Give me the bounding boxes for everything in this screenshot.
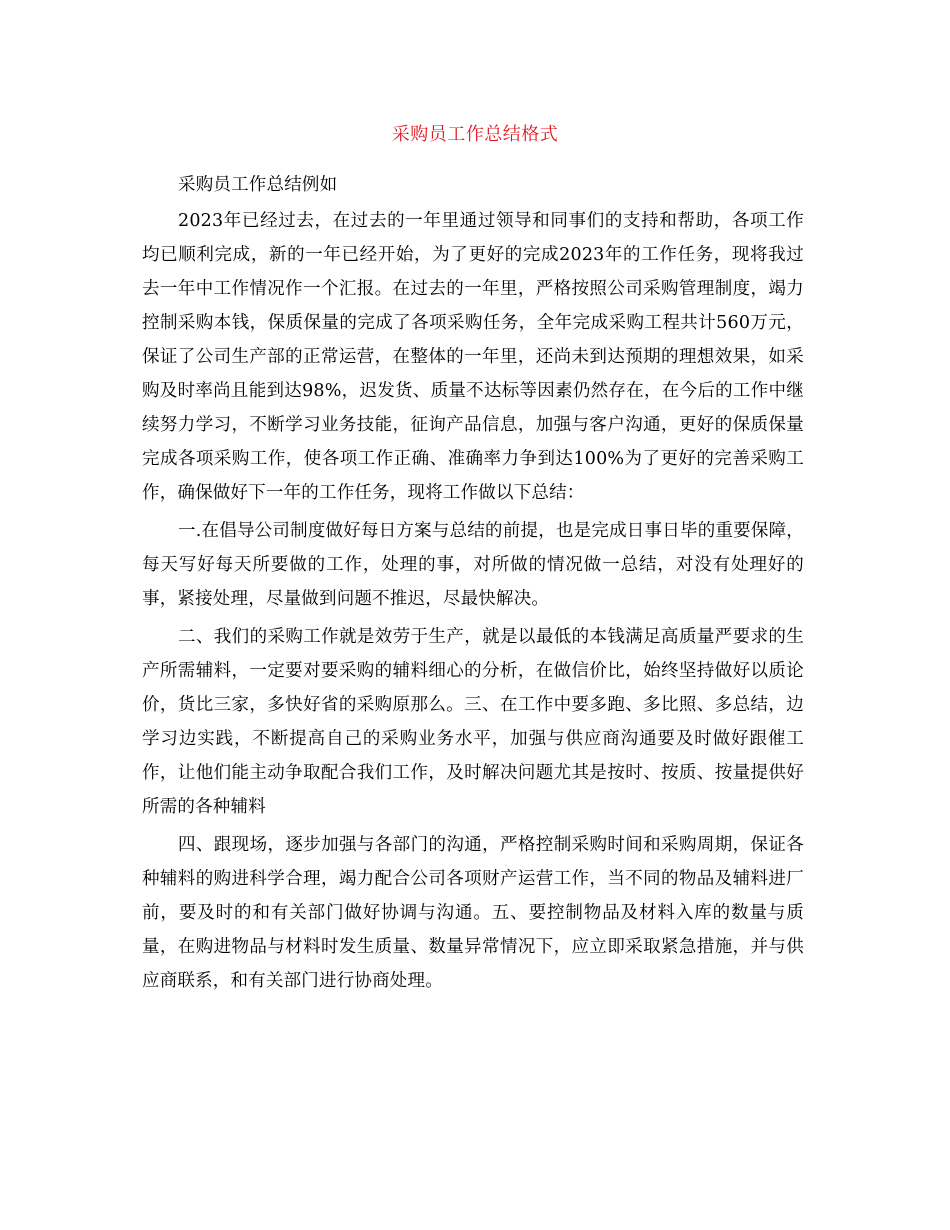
paragraph-point-one: 一.在倡导公司制度做好每日方案与总结的前提，也是完成日事日毕的重要保障，每天写好每天所要做的工作，处理的事，对所做的情况做一总结，对没有处理好的事，紧接处理，尽量做到问题不推迟，尽最快解决。 — [142, 521, 804, 609]
document-body — [142, 168, 804, 998]
paragraph-point-four-five: 四、跟现场，逐步加强与各部门的沟通，严格控制采购时间和采购周期，保证各种辅料的购进科学合理，竭力配合公司各项财产运营工作，当不同的物品及辅料进厂前，要及时的和有关部门做好协调与沟通。五、要控制物品及材料入库的数量与质量，在购进物品与材料时发生质量、数量异常情况下，应立即采取紧急措施，并与供应商联系，和有关部门进行协商处理。 — [142, 835, 804, 991]
paragraph-heading: 采购员工作总结例如 — [178, 175, 338, 195]
paragraph-intro: 2023年已经过去，在过去的一年里通过领导和同事们的支持和帮助，各项工作均已顺利完成，新的一年已经开始，为了更好的完成2023年的工作任务，现将我过去一年中工作情况作一个汇报。在过去的一年里，严格按照公司采购管理制度，竭力控制采购本钱，保质保量的完成了各项采购任务，全年完成采购工程共计560万元，保证了公司生产部的正常运营，在整体的一年里，还尚未到达预期的理想效果，如采购及时率尚且能到达98%，迟发货、质量不达标等因素仍然存在，在今后的工作中继续努力学习，不断学习业务技能，征询产品信息，加强与客户沟通，更好的保质保量完成各项采购工作，使各项工作正确、准确率力争到达100%为了更好的完善采购工作，确保做好下一年的工作任务，现将工作做以下总结： — [142, 211, 804, 503]
document-title: 采购员工作总结格式 — [391, 124, 559, 145]
paragraph-point-two-three: 二、我们的采购工作就是效劳于生产，就是以最低的本钱满足高质量严要求的生产所需辅料，一定要对要采购的辅料细心的分析，在做信价比，始终坚持做好以质论价，货比三家，多快好省的采购原那么。三、在工作中要多跑、多比照、多总结，边学习边实践，不断提高自己的采购业务水平，加强与供应商沟通要及时做好跟催工作，让他们能主动争取配合我们工作，及时解决问题尤其是按时、按质、按量提供好所需的各种辅料 — [142, 627, 804, 817]
